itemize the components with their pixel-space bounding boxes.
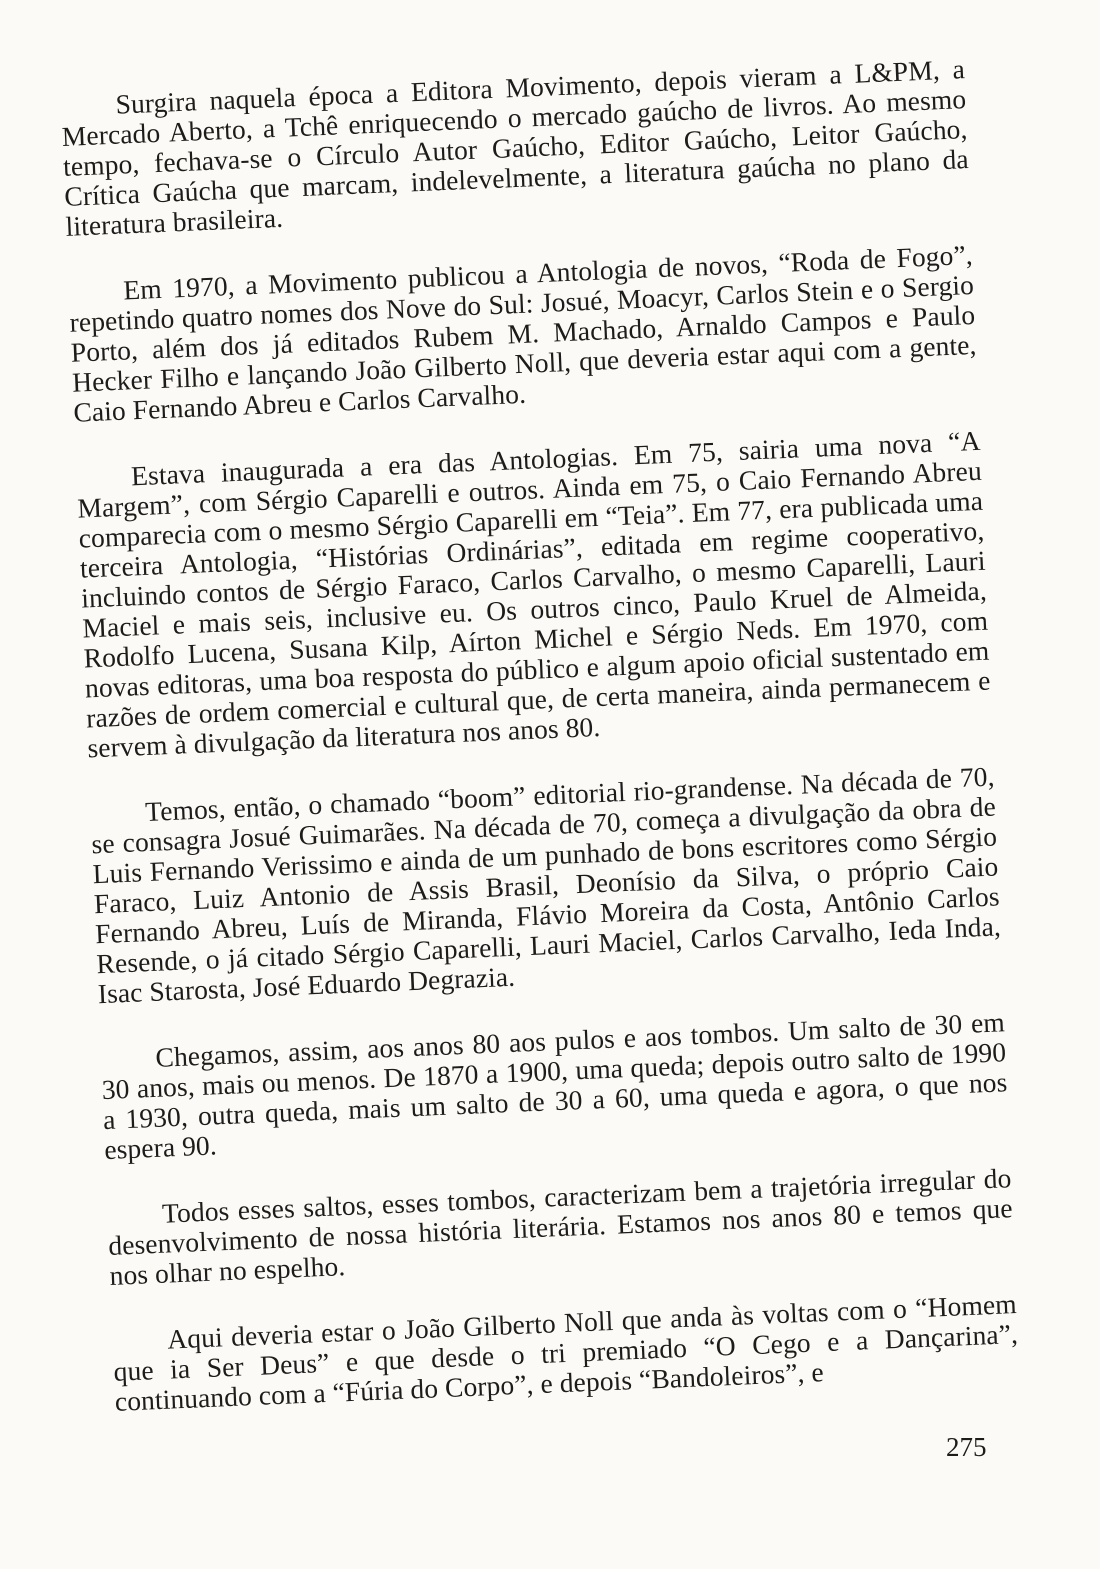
paragraph-7: Aqui deveria estar o João Gilberto Noll que anda às voltas com o “Homem que ia Ser Deus” e que desde o tri premiado “O Cego e a Dançarina”, continuando com a “Fúria do Corpo”, e depois “Bandoleiros”, e (112, 1288, 1019, 1417)
paragraph-3: Estava inaugurada a era das Antologias. Em 75, sairia uma nova “A Margem”, com Sérgio Caparelli e outros. Ainda em 75, o Caio Fernando Abreu comparecia com o mesmo Sérgio Caparelli em “Teia”. Em 77, era publicada uma terceira Antologia, “Histórias Ordinárias”, editada em regime cooperativo, incluindo contos de Sérgio Faraco, Carlos Carvalho, o mesmo Caparelli, Lauri Maciel e mais seis, inclusive eu. Os outros cinco, Paulo Kruel de Almeida, Rodolfo Lucena, Susana Kilp, Aírton Michel e Sérgio Neds. Em 1970, com novas editoras, uma boa resposta do público e algum apoio oficial sustentado em razões de ordem comercial e cultural que, de certa maneira, ainda permanecem e servem à divulgação da literatura nos anos 80. (76, 424, 992, 764)
paragraph-2: Em 1970, a Movimento publicou a Antologia de novos, “Roda de Fogo”, repetindo quatro nomes dos Nove do Sul: Josué, Moacyr, Carlos Stein e o Sergio Porto, além dos já editados Rubem M. Machado, Arnaldo Campos e Paulo Hecker Filho e lançando João Gilberto Noll, que deveria estar aqui com a gente, Caio Fernando Abreu e Carlos Carvalho. (69, 238, 978, 428)
page-number: 275 (946, 1432, 987, 1462)
paragraph-1: Surgira naquela época a Editora Movimento, depois vieram a L&PM, a Mercado Aberto, a Tchê enriquecendo o mercado gaúcho de livros. Ao mesmo tempo, fechava-se o Círculo Autor Gaúcho, Editor Gaúcho, Leitor Gaúcho, Crítica Gaúcha que marcam, indelevelmente, a literatura gaúcha no plano da literatura brasileira. (61, 53, 970, 242)
paragraph-6: Todos esses saltos, esses tombos, caracterizam bem a trajetória irregular do desenvolvimento de nossa história literária. Estamos nos anos 80 e temos que nos olhar no espelho. (107, 1162, 1014, 1291)
paragraph-5: Chegamos, assim, aos anos 80 aos pulos e aos tombos. Um salto de 30 em 30 anos, mais ou menos. De 1870 a 1900, uma queda; depois outro salto de 1990 a 1930, outra queda, mais um salto de 30 a 60, uma queda e agora, o que nos espera 90. (101, 1006, 1008, 1166)
paragraph-4: Temos, então, o chamado “boom” editorial rio-grandense. Na década de 70, se consagra Josué Guimarães. Na década de 70, começa a divulgação da obra de Luis Fernando Verissimo e ainda de um punhado de bons escritores como Sérgio Faraco, Luiz Antonio de Assis Brasil, Deonísio da Silva, o próprio Caio Fernando Abreu, Luís de Miranda, Flávio Moreira da Costa, Antônio Carlos Resende, o já citado Sérgio Caparelli, Lauri Maciel, Carlos Carvalho, Ieda Inda, Isac Starosta, José Eduardo Degrazia. (90, 760, 1002, 1010)
body-text (60, 54, 1021, 1453)
